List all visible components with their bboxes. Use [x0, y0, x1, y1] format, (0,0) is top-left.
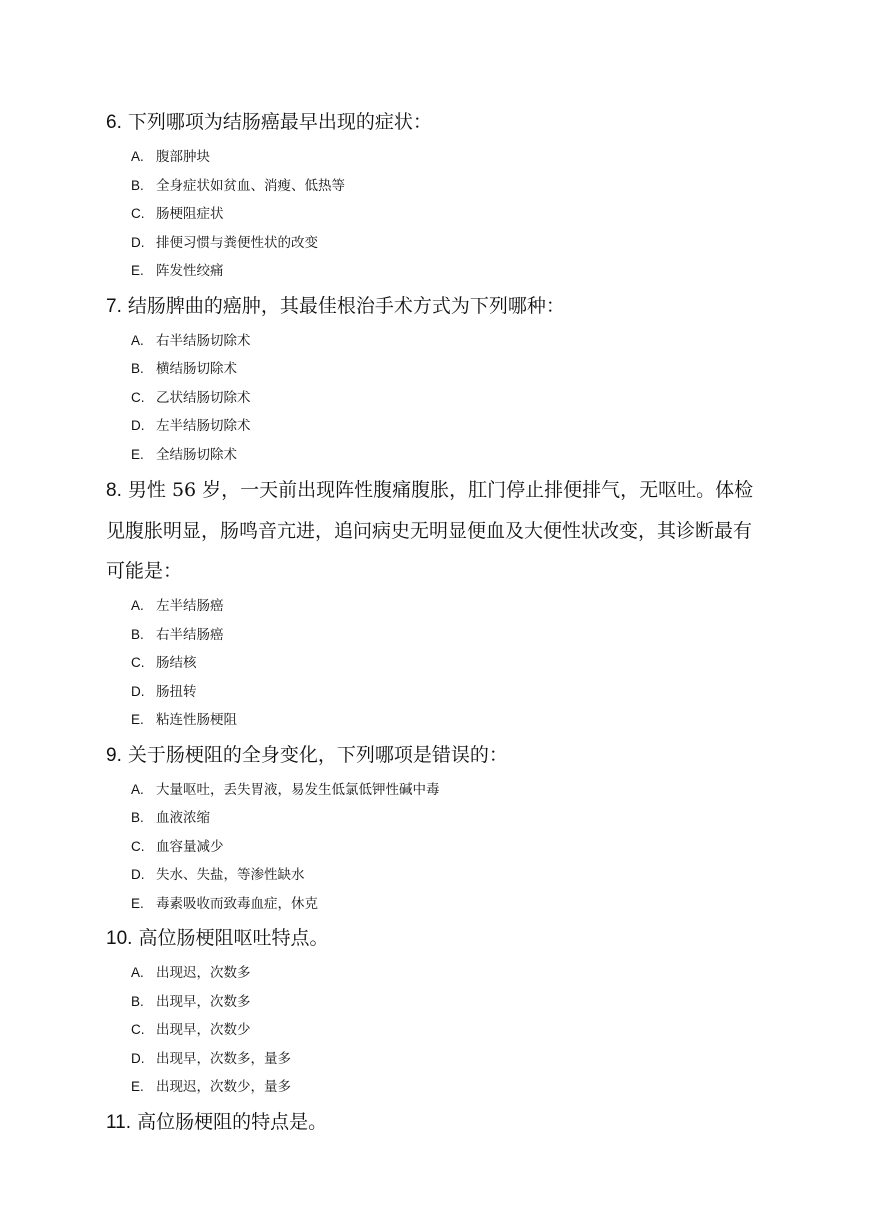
- option-list: [131, 958, 799, 1103]
- option-letter: C.: [131, 389, 145, 405]
- option-letter: A.: [131, 332, 144, 348]
- question-10: [106, 919, 799, 1103]
- option-letter: A.: [131, 781, 144, 797]
- option-c: [131, 384, 799, 413]
- option-letter: E.: [131, 1079, 144, 1094]
- option-list: [131, 591, 799, 736]
- question-7-title: [106, 287, 799, 326]
- option-letter: A.: [131, 149, 144, 164]
- option-text: 排便习惯与粪便性状的改变: [156, 234, 318, 251]
- question-number: 6.: [106, 112, 122, 133]
- option-text: 粘连性肠梗阻: [156, 712, 237, 728]
- option-text: 阵发性绞痛: [156, 263, 224, 279]
- option-b: [131, 804, 799, 833]
- option-text: 出现迟，次数多: [156, 965, 251, 981]
- option-d: [131, 678, 799, 707]
- option-letter: C.: [131, 1022, 145, 1037]
- option-e: [131, 1073, 799, 1102]
- option-letter: E.: [131, 712, 144, 727]
- option-text: 全结肠切除术: [156, 446, 237, 463]
- option-a: [131, 592, 799, 621]
- option-e: [131, 706, 799, 735]
- option-e: [131, 890, 799, 919]
- option-d: [131, 1045, 799, 1074]
- option-a: [131, 776, 799, 805]
- option-letter: A.: [131, 965, 144, 980]
- option-b: [131, 988, 799, 1017]
- option-text: 乙状结肠切除术: [156, 389, 251, 406]
- question-8-title: [106, 470, 766, 591]
- option-letter: E.: [131, 446, 144, 462]
- option-letter: D.: [131, 1050, 145, 1066]
- option-d: [131, 861, 799, 890]
- question-number: 10.: [106, 928, 133, 949]
- option-c: [131, 833, 799, 862]
- option-a: [131, 327, 799, 356]
- option-text: 失水、失盐，等渗性缺水: [156, 867, 305, 883]
- option-b: [131, 621, 799, 650]
- option-letter: B.: [131, 993, 144, 1009]
- question-11: [106, 1103, 799, 1142]
- option-text: 肠结核: [156, 655, 197, 671]
- option-letter: C.: [131, 206, 145, 221]
- question-text: 关于肠梗阻的全身变化，下列哪项是错误的：: [127, 743, 508, 766]
- question-text: 结肠脾曲的癌肿，其最佳根治手术方式为下列哪种：: [127, 294, 565, 317]
- question-11-title: [106, 1103, 799, 1142]
- question-6-title: [106, 103, 799, 142]
- option-text: 毒素吸收而致毒血症，休克: [156, 895, 318, 912]
- option-c: [131, 1016, 799, 1045]
- question-number: 7.: [106, 295, 122, 317]
- question-text: 高位肠梗阻的特点是。: [137, 1110, 328, 1133]
- option-text: 左半结肠癌: [156, 598, 224, 614]
- option-text: 出现早，次数多，量多: [156, 1050, 291, 1067]
- option-b: [131, 172, 799, 201]
- question-text: 下列哪项为结肠癌最早出现的症状：: [127, 111, 432, 133]
- option-list: [131, 775, 799, 920]
- option-text: 横结肠切除术: [156, 361, 237, 377]
- option-c: [131, 200, 799, 229]
- question-text: 男性 56 岁，一天前出现阵性腹痛腹胀，肛门停止排便排气，无呕吐。体检见腹胀明显，肠鸣音亢进，追问病史无明显便血及大便性状改变，其诊断最有可能是：: [106, 479, 754, 582]
- question-7: [106, 287, 799, 471]
- question-number: 8.: [106, 480, 122, 501]
- option-text: 血液浓缩: [156, 810, 210, 826]
- option-letter: E.: [131, 895, 144, 911]
- question-number: 11.: [106, 1111, 132, 1133]
- option-list: [131, 326, 799, 471]
- option-text: 肠扭转: [156, 683, 197, 700]
- option-c: [131, 649, 799, 678]
- option-letter: A.: [131, 598, 144, 613]
- option-text: 出现早，次数多: [156, 993, 251, 1010]
- option-letter: D.: [131, 418, 145, 433]
- option-text: 肠梗阻症状: [156, 206, 224, 222]
- option-letter: C.: [131, 655, 145, 670]
- option-d: [131, 412, 799, 441]
- option-text: 血容量减少: [156, 838, 224, 855]
- question-9: [106, 736, 799, 920]
- option-letter: D.: [131, 234, 145, 250]
- option-text: 大量呕吐，丢失胃液，易发生低氯低钾性碱中毒: [156, 781, 440, 798]
- option-letter: C.: [131, 838, 145, 854]
- question-6: [106, 103, 799, 287]
- question-10-title: [106, 919, 799, 958]
- question-9-title: [106, 736, 799, 775]
- option-e: [131, 441, 799, 470]
- option-text: 腹部肿块: [156, 149, 210, 165]
- option-d: [131, 229, 799, 258]
- option-b: [131, 355, 799, 384]
- option-text: 左半结肠切除术: [156, 418, 251, 434]
- question-number: 9.: [106, 744, 122, 766]
- question-8: [106, 470, 799, 736]
- option-list: [131, 142, 799, 287]
- option-letter: D.: [131, 867, 145, 882]
- option-text: 右半结肠癌: [156, 626, 224, 643]
- option-letter: E.: [131, 263, 144, 278]
- option-a: [131, 959, 799, 988]
- option-text: 出现迟，次数少，量多: [156, 1079, 291, 1095]
- option-a: [131, 143, 799, 172]
- option-letter: B.: [131, 361, 144, 376]
- question-text: 高位肠梗阻呕吐特点。: [138, 927, 329, 949]
- option-text: 右半结肠切除术: [156, 332, 251, 349]
- option-e: [131, 257, 799, 286]
- option-letter: B.: [131, 810, 144, 825]
- option-letter: D.: [131, 683, 145, 699]
- option-letter: B.: [131, 177, 144, 193]
- option-text: 全身症状如贫血、消瘦、低热等: [156, 177, 345, 194]
- option-text: 出现早，次数少: [156, 1022, 251, 1038]
- option-letter: B.: [131, 626, 144, 642]
